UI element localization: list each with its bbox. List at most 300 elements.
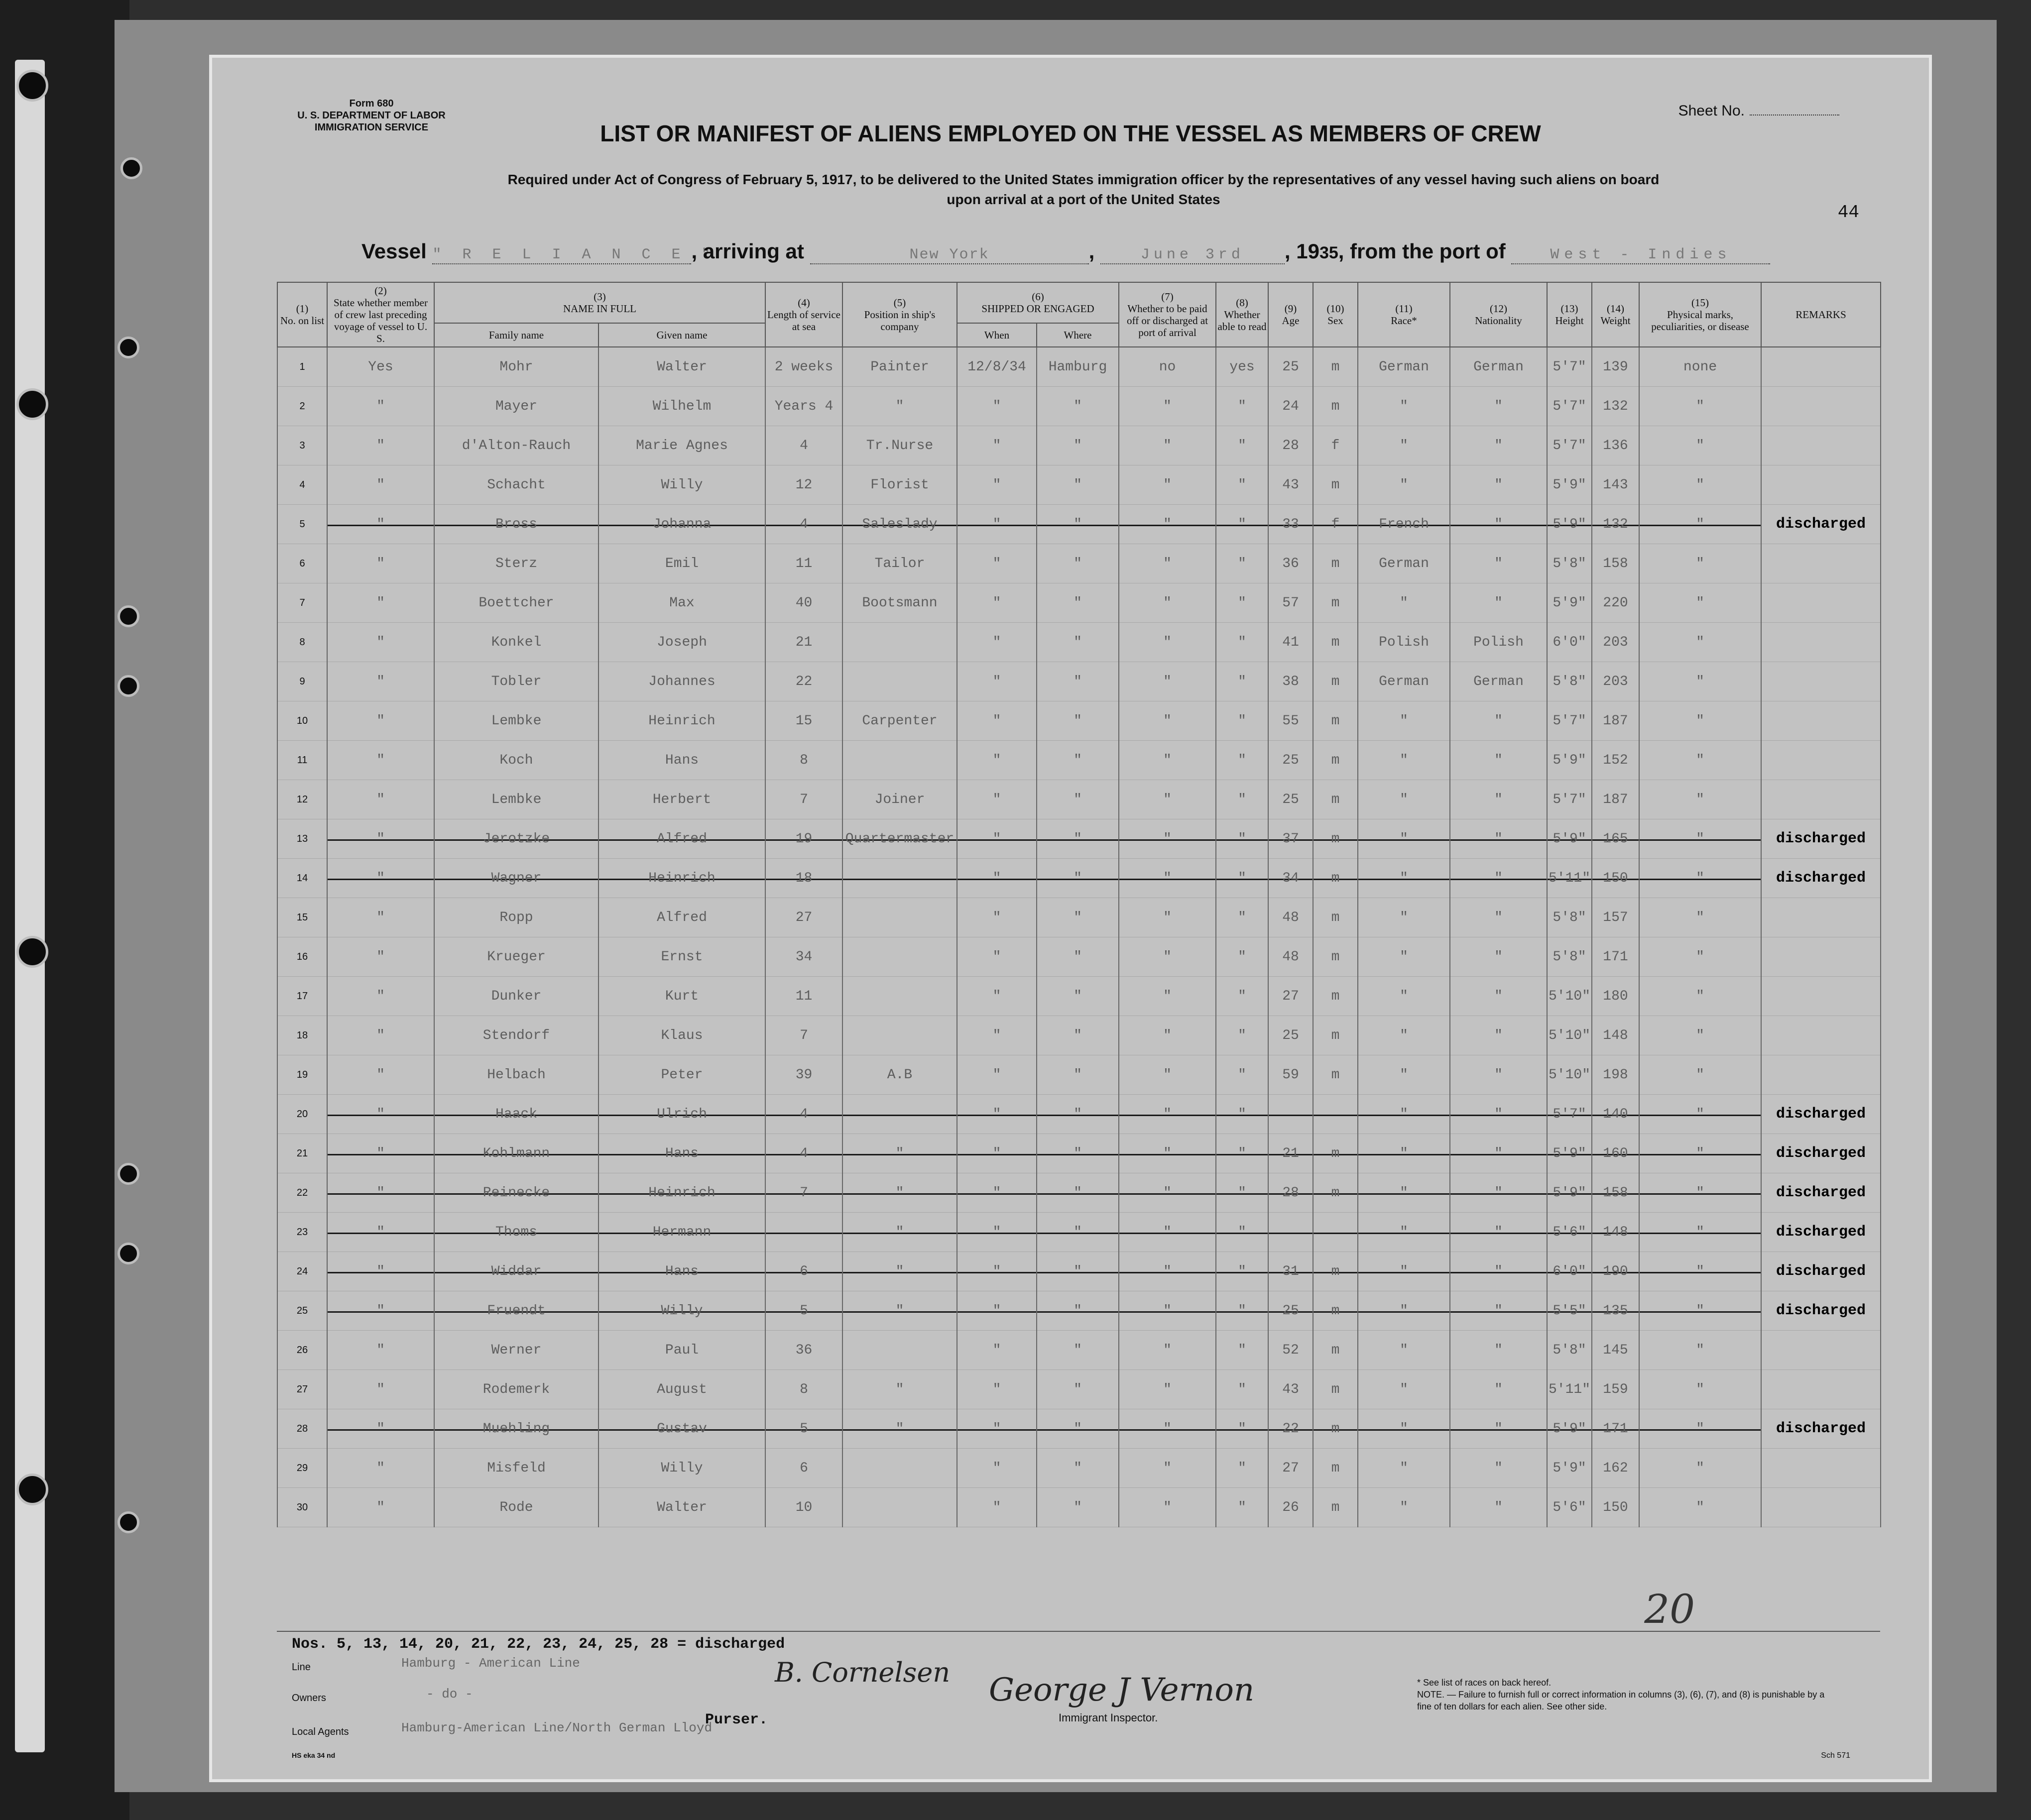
cell-position: " xyxy=(842,387,957,426)
cell-service: 7 xyxy=(765,780,842,819)
cell-weight: 159 xyxy=(1592,1370,1639,1409)
cell-where: " xyxy=(1037,1331,1119,1370)
cell-marks: " xyxy=(1639,1291,1761,1331)
cell-nationality: " xyxy=(1450,1488,1547,1527)
cell-nationality: " xyxy=(1450,1449,1547,1488)
cell-paid-off: " xyxy=(1119,1173,1216,1213)
cell-sex: m xyxy=(1313,544,1358,583)
cell-age: 28 xyxy=(1268,426,1313,465)
crew-row xyxy=(277,662,1881,701)
binder-hole xyxy=(16,70,48,102)
cell-marks: " xyxy=(1639,426,1761,465)
cell-age: 25 xyxy=(1268,1016,1313,1055)
cell-nationality: " xyxy=(1450,1291,1547,1331)
cell-no: 28 xyxy=(277,1409,327,1449)
cell-read: " xyxy=(1216,819,1268,859)
punch-hole xyxy=(118,605,139,627)
cell-position: Painter xyxy=(842,347,957,387)
cell-read: " xyxy=(1216,937,1268,977)
cell-height: 5'8" xyxy=(1547,662,1592,701)
cell-age: 27 xyxy=(1268,977,1313,1016)
cell-sex: f xyxy=(1313,505,1358,544)
service: IMMIGRATION SERVICE xyxy=(314,122,429,133)
cell-prev-voyage: " xyxy=(327,1055,434,1095)
cell-age: 48 xyxy=(1268,898,1313,937)
cell-paid-off: " xyxy=(1119,859,1216,898)
cell-height: 5'7" xyxy=(1547,347,1592,387)
cell-marks: " xyxy=(1639,1213,1761,1252)
cell-where: " xyxy=(1037,1095,1119,1134)
col-header-no: (1) No. on list xyxy=(277,282,327,347)
cell-when: " xyxy=(957,937,1037,977)
cell-nationality: " xyxy=(1450,741,1547,780)
cell-race: " xyxy=(1358,1409,1450,1449)
cell-position xyxy=(842,898,957,937)
cell-no: 26 xyxy=(277,1331,327,1370)
cell-marks: " xyxy=(1639,819,1761,859)
cell-race: " xyxy=(1358,937,1450,977)
cell-read: " xyxy=(1216,1252,1268,1291)
cell-when: " xyxy=(957,977,1037,1016)
cell-race: " xyxy=(1358,701,1450,741)
cell-service: 19 xyxy=(765,819,842,859)
cell-read: " xyxy=(1216,387,1268,426)
cell-no: 11 xyxy=(277,741,327,780)
cell-family-name: Konkel xyxy=(434,623,598,662)
cell-marks: " xyxy=(1639,387,1761,426)
crew-row xyxy=(277,859,1881,898)
crew-row xyxy=(277,465,1881,505)
cell-family-name: Lembke xyxy=(434,701,598,741)
cell-when: " xyxy=(957,859,1037,898)
cell-height: 5'9" xyxy=(1547,1173,1592,1213)
year-prefix: , 19 xyxy=(1284,239,1319,263)
cell-position xyxy=(842,1095,957,1134)
cell-when: " xyxy=(957,819,1037,859)
cell-weight: 162 xyxy=(1592,1449,1639,1488)
manifest-footer xyxy=(277,1631,1880,1761)
cell-prev-voyage: " xyxy=(327,544,434,583)
cell-position xyxy=(842,1449,957,1488)
cell-position xyxy=(842,662,957,701)
cell-remarks xyxy=(1761,662,1881,701)
cell-when: " xyxy=(957,1095,1037,1134)
binder-background xyxy=(0,0,129,1820)
department: U. S. DEPARTMENT OF LABOR xyxy=(297,110,446,121)
cell-where: " xyxy=(1037,1173,1119,1213)
cell-nationality: " xyxy=(1450,701,1547,741)
cell-age: 41 xyxy=(1268,623,1313,662)
cell-service: 10 xyxy=(765,1488,842,1527)
cell-family-name: Tobler xyxy=(434,662,598,701)
col-header-position: (5) Position in ship's company xyxy=(842,282,957,347)
cell-nationality: " xyxy=(1450,544,1547,583)
cell-nationality: " xyxy=(1450,583,1547,623)
cell-service: 11 xyxy=(765,977,842,1016)
cell-family-name: Wagner xyxy=(434,859,598,898)
cell-race: " xyxy=(1358,1213,1450,1252)
inspector-label: Immigrant Inspector. xyxy=(1059,1711,1158,1724)
col-header-prev-voyage: (2) State whether member of crew last preceding voyage of vessel to U. S. xyxy=(327,282,434,347)
cell-prev-voyage: " xyxy=(327,701,434,741)
cell-given-name: Willy xyxy=(598,1291,765,1331)
cell-nationality: " xyxy=(1450,937,1547,977)
cell-marks: " xyxy=(1639,583,1761,623)
cell-family-name: Ropp xyxy=(434,898,598,937)
cell-nationality: " xyxy=(1450,387,1547,426)
cell-race: " xyxy=(1358,1252,1450,1291)
cell-marks: " xyxy=(1639,1252,1761,1291)
cell-no: 7 xyxy=(277,583,327,623)
footnote xyxy=(1417,1677,1840,1712)
footnote-penalty: NOTE. — Failure to furnish full or correct information in columns (3), (6), (7), and (8) is punishable by a fine of ten dollars for each alien. See other side. xyxy=(1417,1690,1825,1711)
cell-sex: m xyxy=(1313,662,1358,701)
cell-family-name: Rode xyxy=(434,1488,598,1527)
cell-prev-voyage: " xyxy=(327,977,434,1016)
vessel-label: Vessel xyxy=(361,239,427,263)
cell-sex: m xyxy=(1313,819,1358,859)
vessel-line: Vessel " R E L I A N C E ", arriving at New York , June 3rd , 1935, from the port of West - Indies xyxy=(361,239,1770,264)
cell-read: " xyxy=(1216,1409,1268,1449)
cell-marks: " xyxy=(1639,741,1761,780)
cell-service: 4 xyxy=(765,1095,842,1134)
cell-marks: " xyxy=(1639,544,1761,583)
cell-marks: " xyxy=(1639,937,1761,977)
cell-position xyxy=(842,859,957,898)
cell-nationality: " xyxy=(1450,859,1547,898)
cell-paid-off: " xyxy=(1119,701,1216,741)
cell-read: " xyxy=(1216,1173,1268,1213)
cell-weight: 158 xyxy=(1592,544,1639,583)
crew-row xyxy=(277,1331,1881,1370)
cell-service: 7 xyxy=(765,1016,842,1055)
cell-weight: 203 xyxy=(1592,623,1639,662)
cell-remarks: discharged xyxy=(1761,1134,1881,1173)
crew-row xyxy=(277,1291,1881,1331)
cell-when: " xyxy=(957,544,1037,583)
cell-where: " xyxy=(1037,859,1119,898)
cell-no: 9 xyxy=(277,662,327,701)
cell-marks: " xyxy=(1639,1173,1761,1213)
cell-nationality: " xyxy=(1450,819,1547,859)
cell-where: " xyxy=(1037,741,1119,780)
cell-paid-off: " xyxy=(1119,505,1216,544)
cell-age: 48 xyxy=(1268,937,1313,977)
cell-height: 5'9" xyxy=(1547,505,1592,544)
cell-read: " xyxy=(1216,741,1268,780)
cell-marks: none xyxy=(1639,347,1761,387)
cell-no: 1 xyxy=(277,347,327,387)
cell-age xyxy=(1268,1213,1313,1252)
cell-given-name: Marie Agnes xyxy=(598,426,765,465)
cell-given-name: Peter xyxy=(598,1055,765,1095)
cell-position xyxy=(842,623,957,662)
cell-position: Carpenter xyxy=(842,701,957,741)
crew-row xyxy=(277,623,1881,662)
cell-position: Quartermaster xyxy=(842,819,957,859)
cell-age: 28 xyxy=(1268,1173,1313,1213)
cell-nationality: " xyxy=(1450,1252,1547,1291)
cell-prev-voyage: " xyxy=(327,662,434,701)
cell-remarks xyxy=(1761,465,1881,505)
cell-paid-off: " xyxy=(1119,819,1216,859)
cell-age: 31 xyxy=(1268,1252,1313,1291)
cell-no: 13 xyxy=(277,819,327,859)
cell-service: 6 xyxy=(765,1449,842,1488)
cell-height: 5'7" xyxy=(1547,387,1592,426)
cell-sex: m xyxy=(1313,741,1358,780)
binder-hole xyxy=(16,936,48,968)
cell-sex: m xyxy=(1313,977,1358,1016)
cell-where: " xyxy=(1037,544,1119,583)
crew-row xyxy=(277,1252,1881,1291)
cell-read: " xyxy=(1216,465,1268,505)
cell-height: 5'9" xyxy=(1547,583,1592,623)
arriving-label: , arriving at xyxy=(691,239,804,263)
cell-weight: 132 xyxy=(1592,387,1639,426)
cell-sex: f xyxy=(1313,426,1358,465)
cell-race: " xyxy=(1358,1016,1450,1055)
cell-race: " xyxy=(1358,1055,1450,1095)
cell-read: " xyxy=(1216,662,1268,701)
from-port: West - Indies xyxy=(1511,246,1770,264)
cell-service xyxy=(765,1213,842,1252)
cell-height: 5'10" xyxy=(1547,1055,1592,1095)
cell-marks: " xyxy=(1639,780,1761,819)
cell-paid-off: " xyxy=(1119,1134,1216,1173)
cell-no: 5 xyxy=(277,505,327,544)
cell-prev-voyage: " xyxy=(327,505,434,544)
cell-when: " xyxy=(957,1173,1037,1213)
cell-family-name: Krueger xyxy=(434,937,598,977)
cell-when: " xyxy=(957,1252,1037,1291)
cell-no: 29 xyxy=(277,1449,327,1488)
cell-race: " xyxy=(1358,465,1450,505)
owners-label: Owners xyxy=(292,1693,326,1704)
page-number: 44 xyxy=(1837,202,1859,223)
sheet-label: Sheet No. xyxy=(1678,103,1745,119)
cell-height: 5'10" xyxy=(1547,1016,1592,1055)
cell-given-name: Johannes xyxy=(598,662,765,701)
cell-family-name: d'Alton-Rauch xyxy=(434,426,598,465)
cell-position xyxy=(842,1016,957,1055)
cell-read: yes xyxy=(1216,347,1268,387)
cell-when: " xyxy=(957,1449,1037,1488)
crew-manifest-table xyxy=(277,282,1881,1527)
cell-read: " xyxy=(1216,1331,1268,1370)
col-header-nationality: (12) Nationality xyxy=(1450,282,1547,347)
cell-when: " xyxy=(957,583,1037,623)
cell-when: " xyxy=(957,662,1037,701)
cell-where: " xyxy=(1037,623,1119,662)
purser-label: Purser. xyxy=(705,1711,768,1728)
cell-nationality: " xyxy=(1450,1055,1547,1095)
cell-family-name: Sterz xyxy=(434,544,598,583)
cell-service: 4 xyxy=(765,1134,842,1173)
cell-marks: " xyxy=(1639,1055,1761,1095)
from-label: , from the port of xyxy=(1338,239,1506,263)
line-label: Line xyxy=(292,1662,311,1673)
cell-paid-off: " xyxy=(1119,1213,1216,1252)
cell-race: " xyxy=(1358,583,1450,623)
cell-race: " xyxy=(1358,741,1450,780)
cell-given-name: Hans xyxy=(598,741,765,780)
cell-height: 5'6" xyxy=(1547,1488,1592,1527)
agents-value: Hamburg-American Line/North German Lloyd xyxy=(401,1720,713,1735)
cell-remarks: discharged xyxy=(1761,1409,1881,1449)
crew-row xyxy=(277,1016,1881,1055)
cell-marks: " xyxy=(1639,1134,1761,1173)
cell-read: " xyxy=(1216,898,1268,937)
cell-height: 5'9" xyxy=(1547,741,1592,780)
crew-row xyxy=(277,1449,1881,1488)
cell-paid-off: " xyxy=(1119,387,1216,426)
cell-prev-voyage: " xyxy=(327,780,434,819)
cell-when: " xyxy=(957,701,1037,741)
cell-age: 55 xyxy=(1268,701,1313,741)
cell-where: " xyxy=(1037,1055,1119,1095)
cell-prev-voyage: " xyxy=(327,1173,434,1213)
cell-service: 2 weeks xyxy=(765,347,842,387)
cell-service: 4 xyxy=(765,426,842,465)
cell-given-name: August xyxy=(598,1370,765,1409)
cell-weight: 143 xyxy=(1592,465,1639,505)
punch-hole xyxy=(118,1163,139,1185)
cell-when: " xyxy=(957,780,1037,819)
cell-marks: " xyxy=(1639,505,1761,544)
cell-family-name: Mohr xyxy=(434,347,598,387)
cell-nationality: " xyxy=(1450,1095,1547,1134)
cell-position xyxy=(842,977,957,1016)
cell-read: " xyxy=(1216,1055,1268,1095)
cell-age: 57 xyxy=(1268,583,1313,623)
cell-family-name: Thoms xyxy=(434,1213,598,1252)
cell-age: 21 xyxy=(1268,1134,1313,1173)
cell-position xyxy=(842,1331,957,1370)
cell-sex: m xyxy=(1313,1331,1358,1370)
cell-height: 5'10" xyxy=(1547,977,1592,1016)
cell-sex: m xyxy=(1313,701,1358,741)
cell-read: " xyxy=(1216,583,1268,623)
cell-given-name: Walter xyxy=(598,347,765,387)
cell-no: 14 xyxy=(277,859,327,898)
cell-where: " xyxy=(1037,1213,1119,1252)
cell-position: " xyxy=(842,1252,957,1291)
cell-remarks: discharged xyxy=(1761,1213,1881,1252)
purser-signature: B. Cornelsen xyxy=(775,1657,951,1688)
vessel-name: " R E L I A N C E " xyxy=(432,246,717,263)
cell-family-name: Haack xyxy=(434,1095,598,1134)
punch-hole xyxy=(118,1511,139,1533)
cell-paid-off: " xyxy=(1119,1370,1216,1409)
punch-hole xyxy=(118,337,139,358)
cell-prev-voyage: " xyxy=(327,1370,434,1409)
cell-read: " xyxy=(1216,780,1268,819)
cell-prev-voyage: " xyxy=(327,1409,434,1449)
cell-where: " xyxy=(1037,1291,1119,1331)
cell-family-name: Helbach xyxy=(434,1055,598,1095)
cell-remarks xyxy=(1761,1055,1881,1095)
cell-when: " xyxy=(957,1055,1037,1095)
cell-paid-off: " xyxy=(1119,1409,1216,1449)
cell-weight: 152 xyxy=(1592,741,1639,780)
cell-height: 5'8" xyxy=(1547,898,1592,937)
cell-where: " xyxy=(1037,819,1119,859)
cell-weight: 198 xyxy=(1592,1055,1639,1095)
cell-nationality: German xyxy=(1450,347,1547,387)
arrival-date: June 3rd xyxy=(1100,246,1285,264)
cell-given-name: Ernst xyxy=(598,937,765,977)
cell-where: " xyxy=(1037,1488,1119,1527)
cell-remarks xyxy=(1761,937,1881,977)
cell-service: 8 xyxy=(765,1370,842,1409)
cell-nationality: " xyxy=(1450,1370,1547,1409)
cell-service: 15 xyxy=(765,701,842,741)
cell-no: 3 xyxy=(277,426,327,465)
col-header-shipped: (6) SHIPPED OR ENGAGED xyxy=(957,282,1119,323)
cell-where: " xyxy=(1037,898,1119,937)
cell-when: " xyxy=(957,465,1037,505)
cell-where: " xyxy=(1037,505,1119,544)
cell-given-name: Gustav xyxy=(598,1409,765,1449)
cell-prev-voyage: " xyxy=(327,1095,434,1134)
cell-height: 5'9" xyxy=(1547,819,1592,859)
cell-prev-voyage: " xyxy=(327,583,434,623)
cell-remarks xyxy=(1761,623,1881,662)
year-suffix: 35 xyxy=(1319,243,1338,262)
cell-no: 17 xyxy=(277,977,327,1016)
cell-read: " xyxy=(1216,977,1268,1016)
crew-row xyxy=(277,701,1881,741)
cell-remarks xyxy=(1761,1449,1881,1488)
cell-when: " xyxy=(957,1488,1037,1527)
cell-where: " xyxy=(1037,1449,1119,1488)
cell-when: " xyxy=(957,1409,1037,1449)
cell-family-name: Jerotzke xyxy=(434,819,598,859)
cell-where: " xyxy=(1037,977,1119,1016)
cell-marks: " xyxy=(1639,701,1761,741)
cell-no: 4 xyxy=(277,465,327,505)
cell-prev-voyage: " xyxy=(327,898,434,937)
cell-race: " xyxy=(1358,859,1450,898)
cell-position: Bootsmann xyxy=(842,583,957,623)
cell-height: 5'7" xyxy=(1547,1095,1592,1134)
agents-label: Local Agents xyxy=(292,1726,349,1737)
cell-prev-voyage: " xyxy=(327,741,434,780)
cell-remarks xyxy=(1761,583,1881,623)
crew-row xyxy=(277,544,1881,583)
cell-nationality: " xyxy=(1450,780,1547,819)
cell-service: 12 xyxy=(765,465,842,505)
cell-race: " xyxy=(1358,780,1450,819)
cell-height: 5'6" xyxy=(1547,1213,1592,1252)
crew-row xyxy=(277,387,1881,426)
cell-where: " xyxy=(1037,426,1119,465)
cell-prev-voyage: " xyxy=(327,426,434,465)
cell-remarks xyxy=(1761,701,1881,741)
footnote-races: * See list of races on back hereof. xyxy=(1417,1678,1552,1688)
cell-prev-voyage: " xyxy=(327,1449,434,1488)
cell-race: " xyxy=(1358,1134,1450,1173)
cell-family-name: Lembke xyxy=(434,780,598,819)
cell-weight: 145 xyxy=(1592,1331,1639,1370)
cell-height: 5'8" xyxy=(1547,544,1592,583)
cell-sex: m xyxy=(1313,859,1358,898)
cell-nationality: German xyxy=(1450,662,1547,701)
cell-paid-off: " xyxy=(1119,937,1216,977)
cell-nationality: " xyxy=(1450,977,1547,1016)
crew-row xyxy=(277,1173,1881,1213)
